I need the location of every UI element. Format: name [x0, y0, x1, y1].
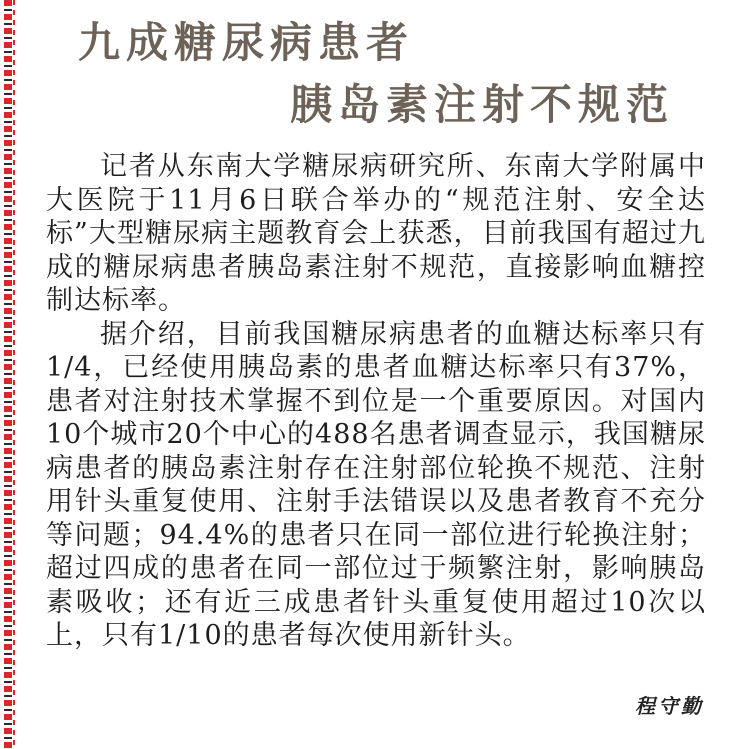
- headline-line-1: 九成糖尿病患者: [78, 18, 415, 67]
- headline-line-2: 胰岛素注射不规范: [290, 80, 675, 129]
- article-paragraph-2: 据介绍，目前我国糖尿病患者的血糖达标率只有1/4，已经使用胰岛素的患者血糖达标率只有37%，患者对注射技术掌握不到位是一个重要原因。对国内10个城市20个中心的488名患者调查显示，我国糖尿病患者的胰岛素注射存在注射部位轮换不规范、注射用针头重复使用、注射手法错误以及患者教育不充分等问题；94.4%的患者只在同一部位进行轮换注射；超过四成的患者在同一部位过于频繁注射，影响胰岛素吸收；还有近三成患者针头重复使用超过10次以上，只有1/10的患者每次使用新针头。: [46, 318, 706, 651]
- article-paragraph-1: 记者从东南大学糖尿病研究所、东南大学附属中大医院于11月6日联合举办的“规范注射、安全达标”大型糖尿病主题教育会上获悉，目前我国有超过九成的糖尿病患者胰岛素注射不规范，直接影响血糖控制达标率。: [46, 151, 706, 316]
- author-byline: 程守勤: [635, 694, 704, 718]
- article-body: [46, 150, 706, 653]
- decorative-dashed-border: [4, 0, 12, 749]
